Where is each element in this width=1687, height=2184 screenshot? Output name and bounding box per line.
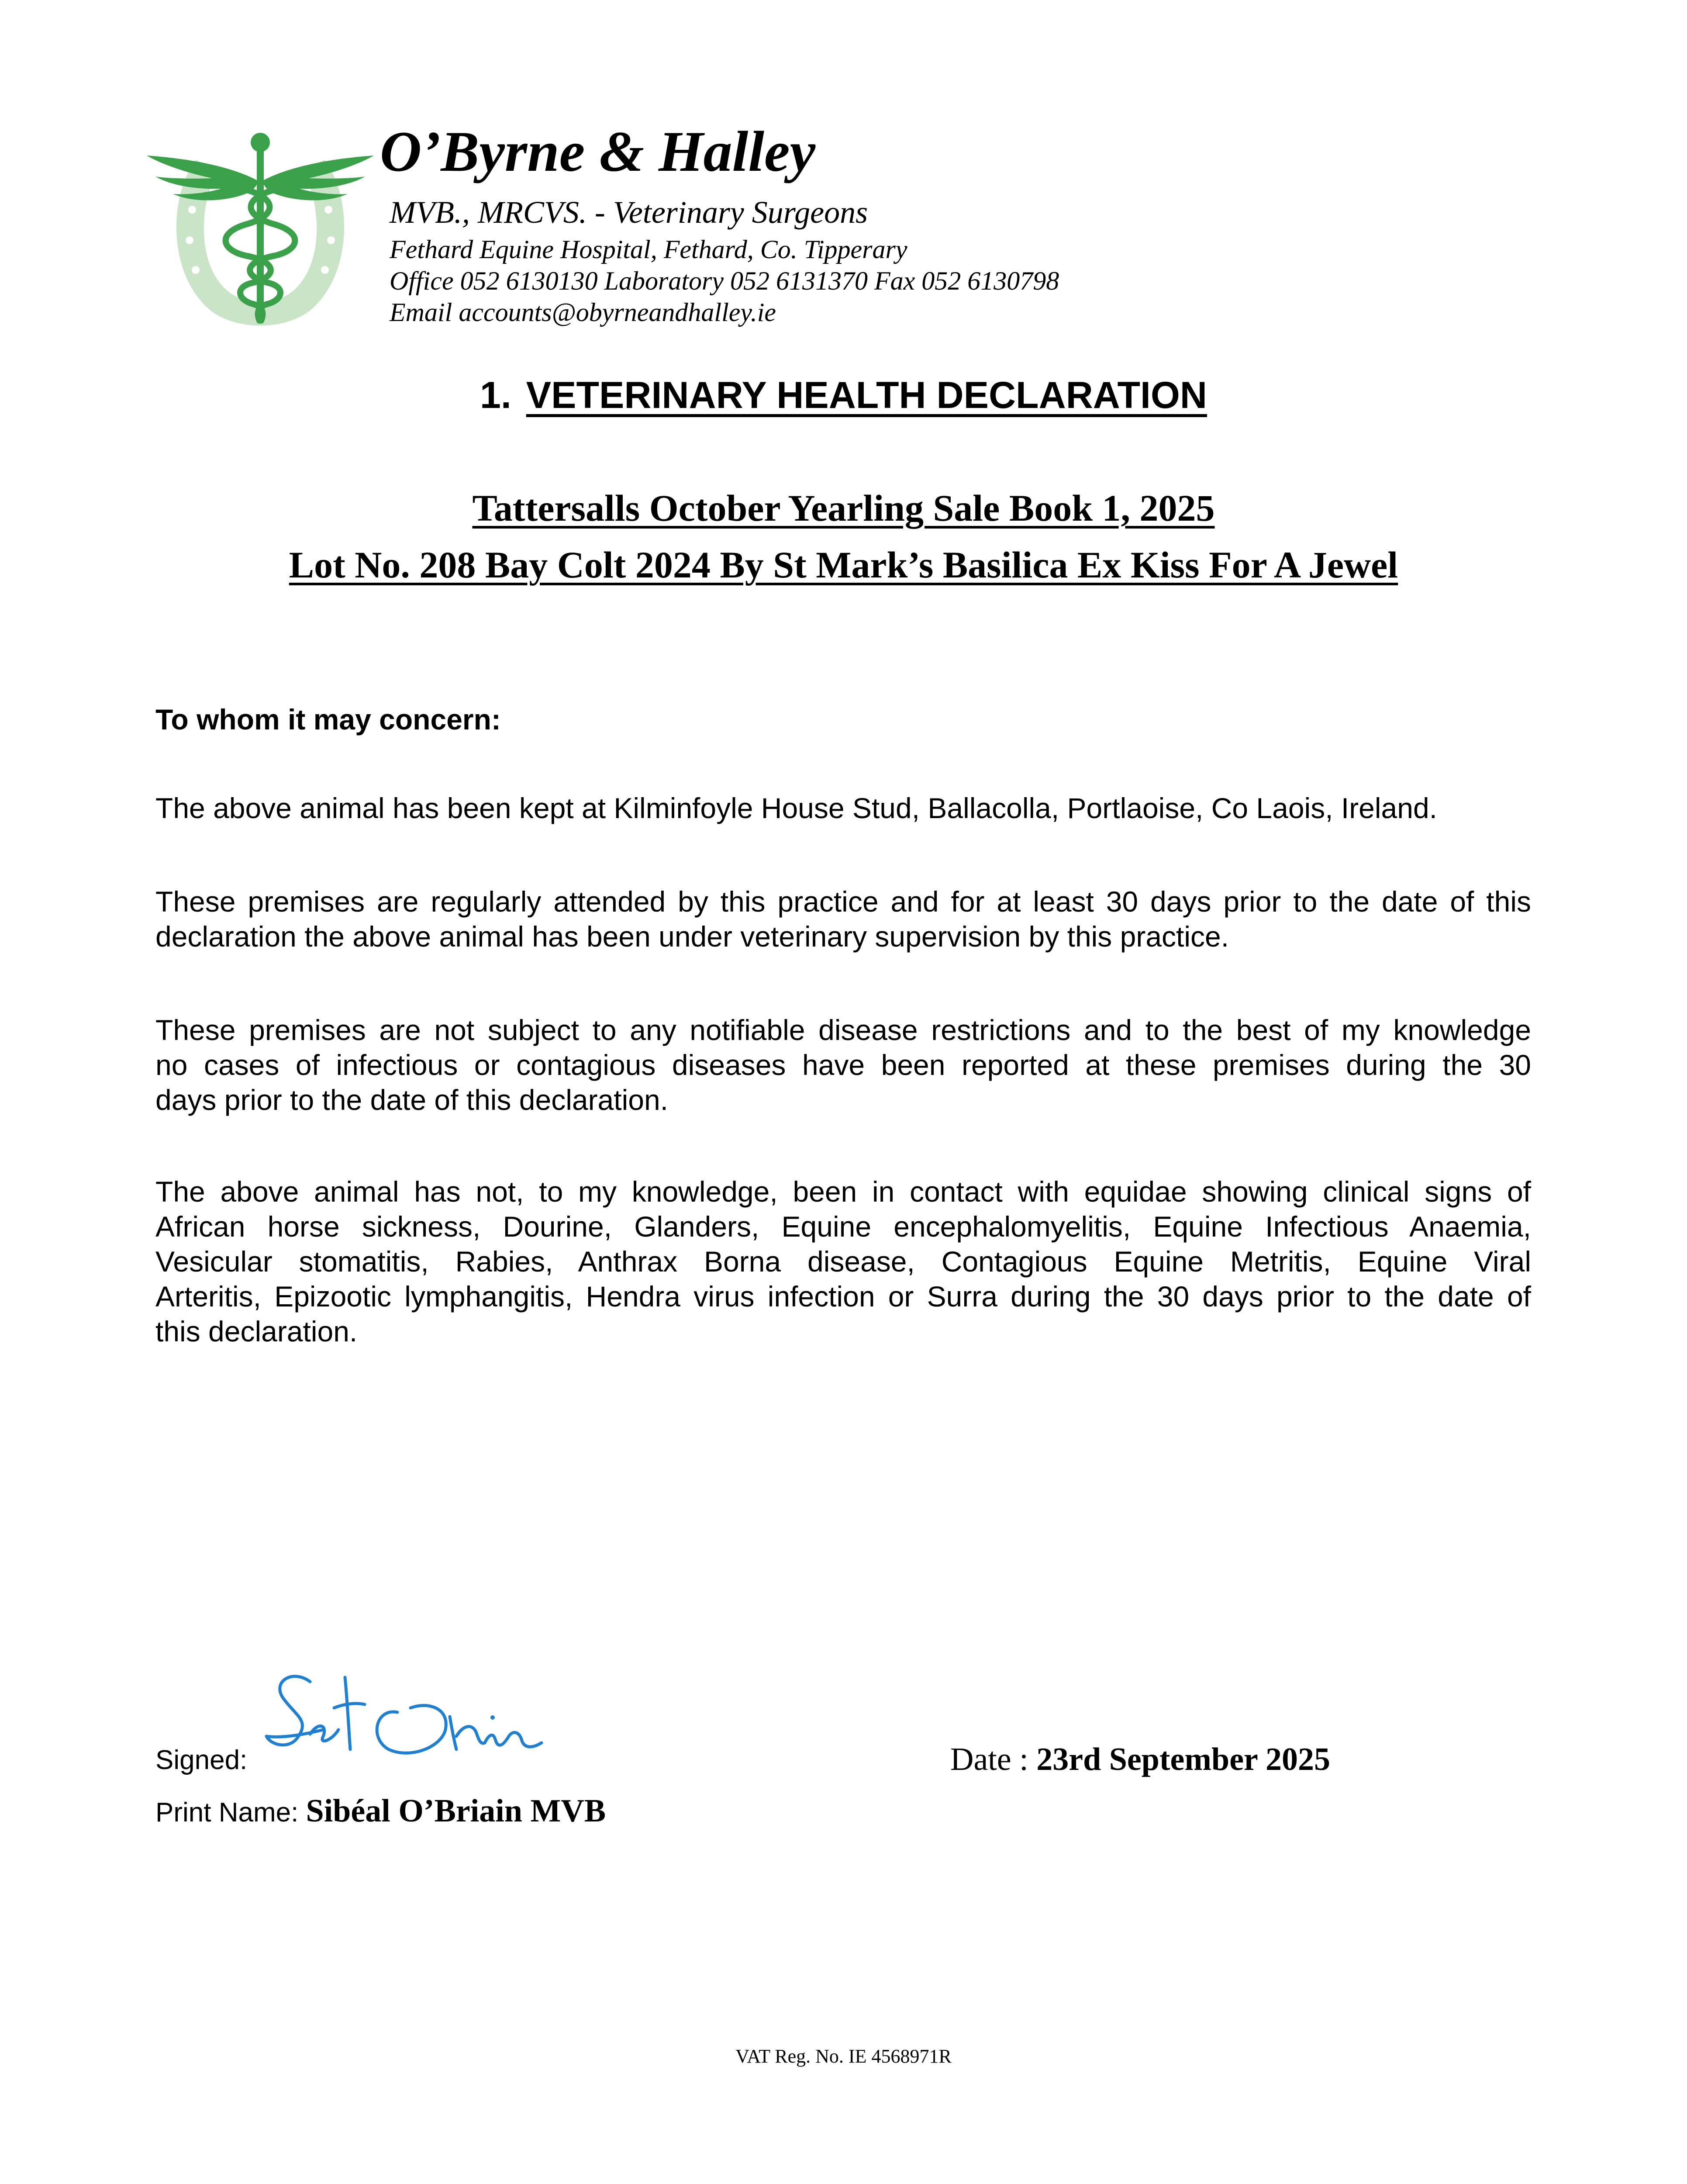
sale-title: Tattersalls October Yearling Sale Book 1, 2025 [472, 487, 1215, 529]
paragraph-line: Arteritis, Epizootic lymphangitis, Hendra virus infection or Surra during the 30 days prior to the date of [155, 1280, 1531, 1313]
print-name-value: Sibéal O’Briain MVB [306, 1793, 606, 1829]
paragraph-line: no cases of infectious or contagious diseases have been reported at these premises during the 30 [155, 1049, 1531, 1081]
firm-qualifications: MVB., MRCVS. - Veterinary Surgeons [390, 195, 868, 230]
lot-description: Lot No. 208 Bay Colt 2024 By St Mark’s Basilica Ex Kiss For A Jewel [289, 544, 1398, 586]
paragraph-premises [155, 791, 1531, 826]
print-name-label: Print Name: [155, 1797, 306, 1828]
date-value: 23rd September 2025 [1036, 1742, 1331, 1777]
section-title: VETERINARY HEALTH DECLARATION [526, 374, 1207, 416]
paragraph-supervision [155, 884, 1531, 954]
paragraph-restrictions [155, 1013, 1531, 1117]
firm-name: O’Byrne & Halley [380, 119, 816, 183]
paragraph-line: The above animal has not, to my knowledge, been in contact with equidae showing clinical signs of [155, 1175, 1531, 1208]
section-heading [0, 371, 1687, 419]
firm-email: Email accounts@obyrneandhalley.ie [390, 298, 776, 327]
paragraph-line: days prior to the date of this declaration. [155, 1084, 669, 1116]
paragraph-line: Vesicular stomatitis, Rabies, Anthrax Borna disease, Contagious Equine Metritis, Equine Viral [155, 1245, 1531, 1278]
handwritten-signature [258, 1660, 555, 1769]
firm-phones: Office 052 6130130 Laboratory 052 6131370 Fax 052 6130798 [390, 266, 1059, 295]
paragraph-line: The above animal has been kept at Kilminfoyle House Stud, Ballacolla, Portlaoise, Co Laois, Ireland. [155, 792, 1438, 824]
print-name [155, 1790, 606, 1841]
paragraph-line: These premises are not subject to any notifiable disease restrictions and to the best of my knowledge [155, 1014, 1531, 1046]
paragraph-diseases [155, 1174, 1531, 1349]
paragraph-line: African horse sickness, Dourine, Glanders, Equine encephalomyelitis, Equine Infectious Anaemia, [155, 1210, 1531, 1243]
declaration-date [950, 1739, 1330, 1780]
date-label: Date : [950, 1742, 1037, 1777]
paragraph-line: declaration the above animal has been under veterinary supervision by this practice. [155, 920, 1229, 953]
paragraph-line: this declaration. [155, 1315, 358, 1348]
caduceus-horseshoe-icon [147, 133, 374, 330]
section-number: 1. [480, 374, 511, 416]
salutation: To whom it may concern: [155, 703, 501, 736]
signed-label: Signed: [155, 1745, 248, 1775]
firm-address: Fethard Equine Hospital, Fethard, Co. Tipperary [390, 235, 907, 264]
vat-registration: VAT Reg. No. IE 4568971R [735, 2046, 952, 2067]
paragraph-line: These premises are regularly attended by this practice and for at least 30 days prior to the date of this [155, 885, 1531, 918]
